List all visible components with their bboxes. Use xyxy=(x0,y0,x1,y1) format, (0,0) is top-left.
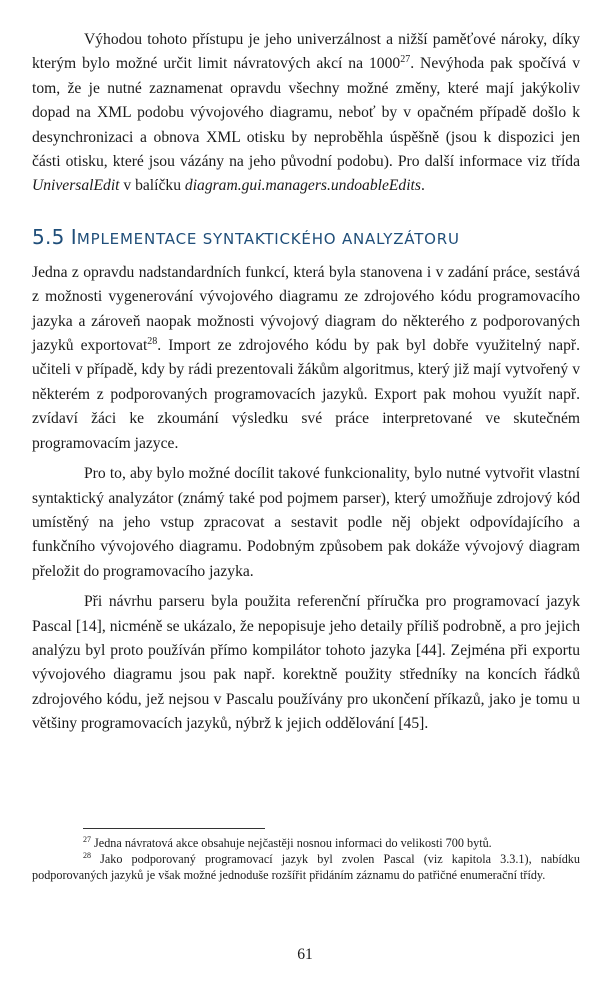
footnotes xyxy=(32,828,580,883)
intro-text-end: . xyxy=(420,177,425,195)
paragraph-text: Pro to, aby bylo možné docílit takové funkcionality, bylo nutné vytvořit vlastní syntaktický analyzátor (známý také pod pojmem parser), který umožňuje zdrojový kód umístěný na jeho vstup zpracovat a sestavit podle něj objekt odpovídajícího a funkčního vývojového diagramu. Podobným způsobem pak dokáže vývojový diagram přeložit do programovacího jazyka. xyxy=(32,465,580,580)
footnote-ref-28[interactable]: 28 xyxy=(147,335,158,347)
footnote-mark: 27 xyxy=(83,834,91,844)
paragraph-text-continued: . Import ze zdrojového kódu by pak byl dobře využitelný např. učiteli v případě, kdy by rádi prezentovali žákům algoritmus, který již mají vytvořený v některém z podporovaných programovacích jazyků. Export pak mohou využít např. zvídaví žáci ke zkoumání výsledku své práce interpretované ve skutečném programovacím jazyce. xyxy=(32,337,580,452)
class-name: UniversalEdit xyxy=(32,177,120,195)
footnote-ref-27[interactable]: 27 xyxy=(400,54,411,66)
package-name: diagram.gui.managers.undoableEdits xyxy=(184,177,421,195)
intro-text-mid: v balíčku xyxy=(119,177,185,195)
intro-text: Výhodou tohoto přístupu je jeho univerzálnost a nižší paměťové nároky, díky kterým bylo možné určit limit návratových akcí na 1000 xyxy=(32,31,580,73)
footnote-27 xyxy=(32,835,580,851)
body-paragraph-1 xyxy=(32,261,580,456)
section-title-initial: I xyxy=(70,224,77,249)
footnote-text: Jako podporovaný programovací jazyk byl zvolen Pascal (viz kapitola 3.3.1), nabídku podporovaných jazyků je však možné jednoduše rozšířit přidáním záznamu do patřičné enumerační třídy. xyxy=(32,852,580,882)
page-content xyxy=(32,28,580,737)
footnote-text: Jedna návratová akce obsahuje nejčastěji nosnou informaci do velikosti 700 bytů. xyxy=(91,836,492,850)
body-paragraph-2 xyxy=(32,462,580,584)
paragraph-text: Při návrhu parseru byla použita referenční příručka pro programovací jazyk Pascal [14], nicméně se ukázalo, že nepopisuje jeho detaily příliš podrobně, a pro jejich analýzu byl proto používán přímo kompilátor tohoto jazyka [44]. Zejména při exportu vývojového diagramu jsou pak např. korektně použity středníky na koncích řádků zdrojového kódu, jež nejsou v Pascalu používány pro ukončení příkazů, jako je tomu u většiny programovacích jazyků, nýbrž k jejich oddělování [45]. xyxy=(32,593,580,733)
body-paragraph-3 xyxy=(32,590,580,736)
section-heading xyxy=(32,223,580,253)
footnote-28 xyxy=(32,851,580,883)
section-title-rest: MPLEMENTACE SYNTAKTICKÉHO ANALYZÁTORU xyxy=(76,229,460,248)
intro-paragraph xyxy=(32,28,580,199)
footnote-separator xyxy=(83,828,265,829)
paragraph-text: Jedna z opravdu nadstandardních funkcí, která byla stanovena i v zadání práce, sestává z možnosti vygenerování vývojového diagramu ze zdrojového kódu programovacího jazyka a zároveň naopak možnosti vývojový diagram do některého z podporovaných jazyků exportovat xyxy=(32,263,580,355)
intro-text-continued: . Nevýhoda pak spočívá v tom, že je nutné zaznamenat opravdu všechny možné změny, které mají jakýkoliv dopad na XML podobu vývojového diagramu, neboť by v opačném případě došlo k desynchronizaci a obnova XML otisku by neproběhla úspěšně (jsou k dispozici jen části otisku, které jsou vázány na jeho původní podobu). Pro další informace viz třída xyxy=(32,55,580,171)
page-number: 61 xyxy=(297,946,313,963)
footnote-mark: 28 xyxy=(83,850,91,860)
section-number: 5.5 xyxy=(32,224,65,249)
